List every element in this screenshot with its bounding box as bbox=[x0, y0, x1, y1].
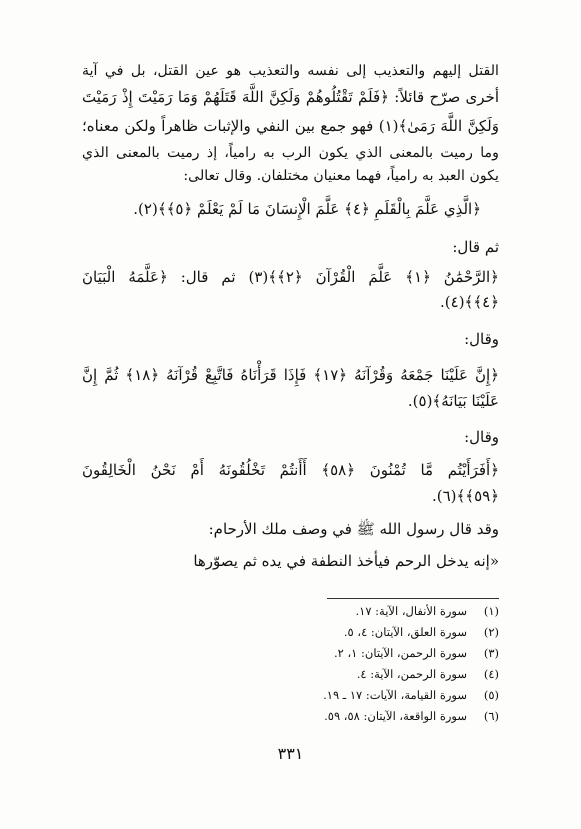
footnote-number: (٥) bbox=[483, 688, 499, 702]
body-line-hadith-intro: وقد قال رسول الله ﷺ في وصف ملك الأرحام: bbox=[208, 520, 499, 538]
footnote-2 bbox=[344, 625, 499, 639]
footnote-text: سورة القيامة، الآيات: ١٧ ـ ١٩. bbox=[323, 688, 467, 702]
body-line-4: وما رميت بالمعنى الذي يكون الرب به رامياً، إذ رميت بالمعنى الذي bbox=[82, 145, 499, 161]
label-then-said: ثم قال: bbox=[452, 238, 499, 256]
label-and-said-2: وقال: bbox=[464, 428, 499, 446]
footnote-5 bbox=[323, 688, 499, 702]
footnote-number: (١) bbox=[483, 604, 499, 618]
footnote-number: (٦) bbox=[483, 709, 499, 723]
footnote-number: (٤) bbox=[483, 667, 499, 681]
quran-verse-2-end: ﴿٤﴾﴾(٤). bbox=[440, 293, 499, 311]
footnote-3 bbox=[334, 646, 499, 660]
quran-verse-1: ﴿الَّذِي عَلَّمَ بِالْقَلَمِ ﴿٤﴾ عَلَّمَ الْإِنسَانَ مَا لَمْ يَعْلَمْ ﴿٥﴾﴾(٢). bbox=[133, 200, 481, 218]
body-line-3: وَلَكِنَّ اللَّهَ رَمَىٰ﴾(١) فهو جمع بين النفي والإثبات ظاهراً ولكن معناه؛ bbox=[82, 117, 499, 135]
label-and-said-1: وقال: bbox=[464, 330, 499, 348]
quran-verse-4: ﴿أَفَرَأَيْتُم مَّا تُمْنُونَ ﴿٥٨﴾ أَأَنتُمْ تَخْلُقُونَهُ أَمْ نَحْنُ الْخَالِقُونَ bbox=[82, 461, 500, 479]
body-line-1: القتل إليهم والتعذيب إلى نفسه والتعذيب هو عين القتل، بل في آية bbox=[82, 63, 499, 79]
quran-verse-4-end: ﴿٥٩﴾﴾(٦). bbox=[431, 487, 499, 505]
footnote-text: سورة الرحمن، الآية: ٤. bbox=[356, 667, 467, 681]
footnote-text: سورة العلق، الآيتان: ٤، ٥. bbox=[343, 625, 467, 639]
footnote-6 bbox=[324, 709, 499, 723]
body-line-2: أخرى صرّح قائلاً: ﴿فَلَمْ تَقْتُلُوهُمْ وَلَكِنَّ اللَّهَ قَتَلَهُمْ وَمَا رَمَيْتَ إِذْ رَمَيْتَ bbox=[82, 88, 499, 106]
footnote-text: سورة الواقعة، الآيتان: ٥٨، ٥٩. bbox=[324, 709, 467, 723]
body-line-hadith: «إنه يدخل الرحم فيأخذ النطفة في يده ثم يصوّرها bbox=[193, 552, 499, 570]
footnote-number: (٢) bbox=[483, 625, 499, 639]
quran-verse-3: ﴿إِنَّ عَلَيْنَا جَمْعَهُ وَقُرْآنَهُ ﴿١٧﴾ فَإِذَا قَرَأْنَاهُ فَاتَّبِعْ قُرْآنَهُ ﴿١٨﴾ ثُمَّ إِنَّ bbox=[82, 366, 499, 384]
quran-verse-3-end: عَلَيْنَا بَيَانَهُ﴾(٥). bbox=[407, 392, 499, 410]
footnote-1 bbox=[356, 604, 499, 618]
footnote-text: سورة الرحمن، الآيتان: ١، ٢. bbox=[333, 646, 467, 660]
footnote-separator bbox=[327, 598, 499, 599]
footnote-number: (٣) bbox=[483, 646, 499, 660]
page-number: ٣٣١ bbox=[277, 744, 304, 763]
footnote-4 bbox=[357, 667, 499, 681]
body-line-5: يكون العبد به رامياً، فهما معنيان مختلفان. وقال تعالى: bbox=[183, 168, 499, 184]
footnote-text: سورة الأنفال، الآية: ١٧. bbox=[355, 604, 467, 618]
quran-verse-2: ﴿الرَّحْمَٰنُ ﴿١﴾ عَلَّمَ الْقُرْآنَ ﴿٢﴾﴾(٣) ثم قال: ﴿عَلَّمَهُ الْبَيَانَ bbox=[82, 268, 499, 286]
